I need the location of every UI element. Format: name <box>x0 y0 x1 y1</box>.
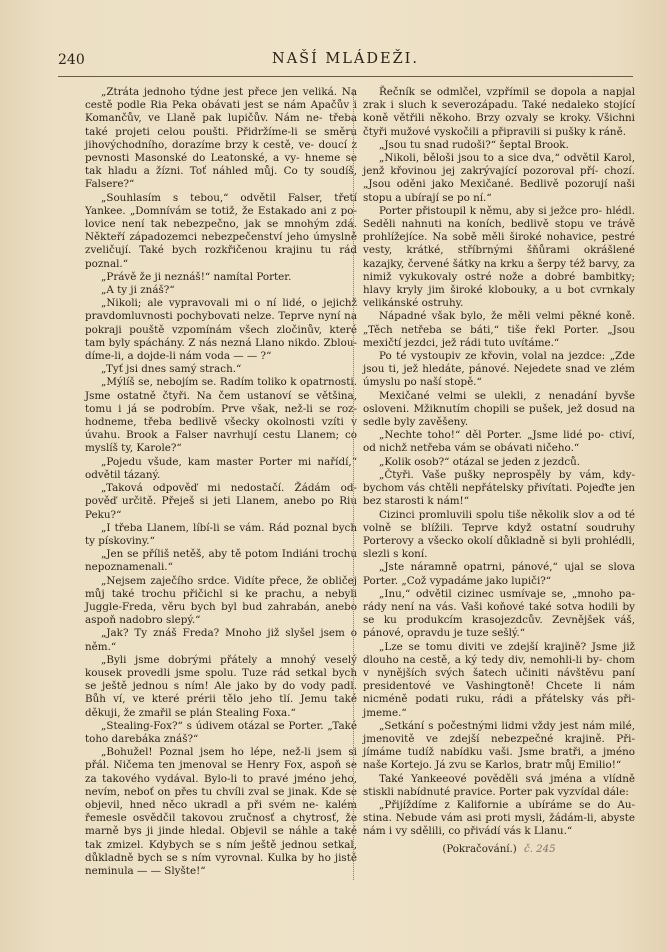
paragraph: „Nikoli; ale vypravovali mi o ní lidé, o jejichž pravdomluvnosti pochybovati nelze. Teprve nyní na pokraji pouště vzpomínám všech zločinův, které tam byly spáchány. Z nás nezná Llano nikdo. Zblou- díme-li, a dojde-li nám voda — — ?“ <box>85 297 357 363</box>
paragraph: „Jak? Ty znáš Freda? Mnoho již slyšel jsem o něm.“ <box>85 627 357 653</box>
paragraph: „Bohužel! Poznal jsem ho lépe, než-li jsem si přál. Ničema ten jmenoval se Henry Fox, aspoň se za takového vydával. Bylo-li to pravé jméno jeho, nevím, neboť on přes tu chvíli zval se jinak. Kde se objevil, hned něco ukradl a při svém ne- kalém řemesle osvědčil takovou zručnosť a chytrosť, že marně bys ji jinde hledal. Objevil se náhle a také tak zmizel. Kdybych se s ním ještě jednou setkal, důkladně bych se s ním vyrovnal. Kulka by ho jistě neminula — — Slyšte!“ <box>85 746 357 877</box>
right-column <box>363 86 635 856</box>
paragraph: „Inu,“ odvětil cizinec usmívaje se, „mnoho pa- rády není na vás. Vaši koňové také sotva hodili by se ku produkcím krasojezdcův. Zevnějšek váš, pánové, opravdu je tuze sešlý.“ <box>363 587 635 640</box>
continuation-label: (Pokračování.) <box>442 843 517 855</box>
paragraph: „A ty ji znáš?“ <box>101 284 175 297</box>
paragraph: „Jsou tu snad rudoši?“ šeptal Brook. <box>379 138 569 151</box>
paragraph: „Tyť jsi dnes samý strach.“ <box>101 363 242 376</box>
paragraph: Porter přistoupil k němu, aby si ježce pro- hlédl. Seděli nahnuti na koních, bedlivě stopu ve trávě prohlížejíce. Na sobě měli široké nohavice, pestré vesty, krátké, stříbrnými šňůrami okrášlené kazajky, červené šátky na krku a šerpy též barvy, za nimiž vykukovaly ostré nože a dobré bambitky; hlavy kryly jim široké klobouky, a u bot cvrnkaly velikánské ostruhy. <box>363 204 635 310</box>
paragraph: Po té vystoupiv ze křovin, volal na jezdce: „Zde jsou ti, jež hledáte, pánové. Nejedete snad ve zlém úmyslu po naší stopě.“ <box>363 350 635 389</box>
page-header <box>58 50 633 77</box>
paragraph: „Nejsem zaječího srdce. Vidíte přece, že obličej můj také trochu přičichl si ke prachu, a nebyli Juggle-Freda, věru bych byl bud zahrabán, anebo aspoň nadobro slepý.“ <box>85 574 357 627</box>
paragraph: „Pojedu všude, kam master Porter mi nařídí,“ odvětil tázaný. <box>85 455 357 481</box>
handwritten-note: č. 245 <box>523 843 556 855</box>
paragraph: Řečník se odmlčel, vzpřímil se dopola a napjal zrak i sluch k severozápadu. Také nedaleko stojící koně větřili někoho. Brzy ozvaly se kroky. Všichni čtyři mužové vyskočili a připravili si pušky k ráně. <box>363 86 635 138</box>
page-number: 240 <box>58 52 85 68</box>
paragraph: „Souhlasím s tebou,“ odvětil Falser, třetí Yankee. „Domnívám se totiž, že Estakado ani z po- lovice není tak nebezpečno, jak se mnohým zdá. Někteří západozemci nebezpečenství jeho úmyslně zveličují. Také bych rozkřičenou krajinu tu rád poznal.“ <box>85 191 357 270</box>
paragraph: Také Yankeeové pověděli svá jména a vlídně stiskli nabídnuté pravice. Porter pak vyzvídal dále: <box>363 772 635 798</box>
paragraph: „Lze se tomu diviti ve zdejší krajině? Jsme již dlouho na cestě, a ký tedy div, nemohli-li by- chom v nynějších svých šatech učiniti návštěvu paní presidentové ve Vashingtoně! Chcete li nám nicméně podati ruku, rádi a přátelsky vás při- jmeme.“ <box>363 640 635 719</box>
paragraph: „Jste náramně opatrni, pánové,“ ujal se slova Porter. „Což vypadáme jako lupiči?“ <box>363 561 635 587</box>
paragraph: „Nechte toho!“ děl Porter. „Jsme lidé po- ctiví, od nichž netřeba vám se obávati ničeho.“ <box>363 429 635 455</box>
left-column <box>85 86 357 878</box>
paragraph: Nápadné však bylo, že měli velmi pěkné koně. „Těch netřeba se báti,“ tiše řekl Porter. „Jsou mexičtí jezdci, jež rádi tuto uvítáme.“ <box>363 310 635 349</box>
paragraph: Cizinci promluvili spolu tiše několik slov a od té volně se blížili. Teprve když ostatní soudruhy Porterovy a všecko okolí důkladně si byli prohlédli, slezli s koní. <box>363 508 635 561</box>
paragraph: „Mýlíš se, nebojím se. Radím toliko k opatrnosti. Jsme ostatně čtyři. Na čem ustanoví se většina, tomu i já se podrobím. Prve však, než-li se roz- hodneme, třeba bedlivě všecky okolnosti vzíti v úvahu. Brook a Falser navrhují cestu Llanem; co myslíš ty, Karole?“ <box>85 376 357 455</box>
paragraph: „Čtyři. Vaše pušky neprospěly by vám, kdy- bychom vás chtěli nepřátelsky přivítati. Pojeďte jen bez starosti k nám!“ <box>363 468 635 508</box>
column-divider <box>353 90 355 880</box>
paragraph: „Setkání s počestnými lidmi vždy jest nám milé, jmenovitě ve zdejší nebezpečné krajině. Při- jímáme tudíž nabídku vaši. Jsme bratři, a jméno naše Kortejo. Já zvu se Karlos, bratr můj Emilio!“ <box>363 719 635 772</box>
paragraph: Mexičané velmi se ulekli, z nenadání byvše osloveni. Mžiknutím chopili se pušek, jež dosud na sedle byly zavěšeny. <box>363 389 635 429</box>
paragraph: „Taková odpověď mi nedostačí. Žádám od- pověď určitě. Přeješ si jeti Llanem, anebo po Riu Peku?“ <box>85 482 357 521</box>
paragraph: „Nikoli, běloši jsou to a sice dva,“ odvětil Karol, jenž křovinou jej zakrývající pozoroval pří- chozí. „Jsou oděni jako Mexičané. Bedlivě pozorují naši stopu a ubírají se po ní.“ <box>363 152 635 204</box>
paragraph: „Přijíždíme z Kalifornie a ubíráme se do Au- stina. Nebude vám asi proti mysli, žádám-li, abyste nám i vy sdělili, co přivádí vás k Llanu.“ <box>363 798 635 838</box>
running-title: NAŠÍ MLÁDEŽI. <box>272 51 419 67</box>
paragraph: „Kolik osob?“ otázal se jeden z jezdců. <box>379 455 581 468</box>
paragraph: „Ztráta jednoho týdne jest přece jen veliká. Na cestě podle Ria Peka obávati jest se nám Apačův i Komančův, ve Llaně pak lupičův. Nám ne- třeba také projeti celou poušti. Přidržíme-li se směru jihovýchodního, dorazíme brzy k cestě, ve- doucí z pevnosti Masonské do Leatonské, a vy- hneme se tak hladu a žízni. Toť náhled můj. Co ty soudíš, Falsere?“ <box>85 86 357 191</box>
paragraph: „Právě že ji neznáš!“ namítal Porter. <box>101 270 292 283</box>
paragraph: „Jen se příliš netěš, aby tě potom Indiáni trochu nepoznamenali.“ <box>85 548 357 574</box>
paragraph: „Byli jsme dobrými přátely a mnohý veselý kousek provedli jsme spolu. Tuze rád setkal bych se ještě jednou s ním! Ale jako by do vody padl. Bůh ví, ve které prérii tělo jeho tlí. Jemu také děkuji, že zmařil se plán Stealing Foxa.“ <box>85 653 357 719</box>
paragraph: „Stealing-Fox?“ s údivem otázal se Porter. „Také toho darebáka znáš?“ <box>85 719 357 745</box>
paragraph: „I třeba Llanem, líbí-li se vám. Rád poznal bych ty pískoviny.“ <box>85 521 357 547</box>
continuation-note <box>363 843 635 856</box>
